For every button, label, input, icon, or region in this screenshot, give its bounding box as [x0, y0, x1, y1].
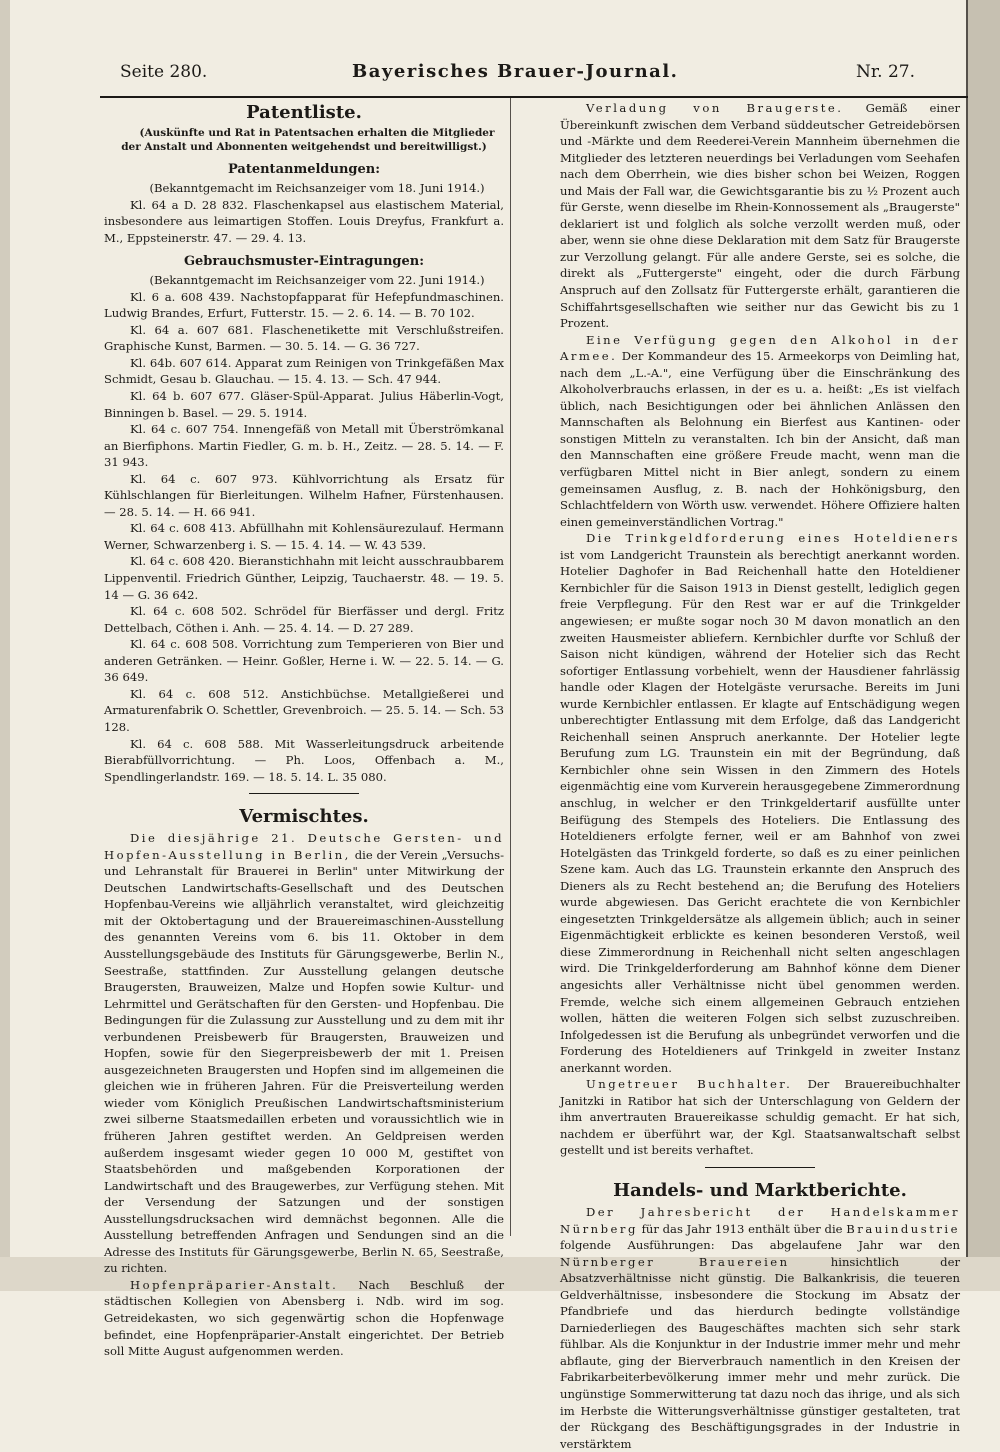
article-lead: Die Trinkgeldforderung eines Hoteldieners: [586, 531, 960, 546]
gebrauchsmuster-entry: Kl. 64 c. 608 502. Schrödel für Bierfässer und dergl. Fritz Dettelbach, Cöthen i. Anh. — 25. 4. 14. — D. 27 289.: [104, 604, 504, 635]
gebrauchsmuster-heading: Gebrauchsmuster-Eintragungen:: [183, 254, 425, 270]
journal-title: Bayerisches Brauer-Journal.: [352, 61, 679, 82]
patentliste-title: Patentliste.: [246, 102, 362, 123]
article-body: hinsichtlich der Absatzverhältnisse nicht günstig. Die Balkankrisis, die teueren Geldverhältnisse, insbesondere die Stockung im Absatz der Pfandbriefe und das hierdurch bedingte vollständige Darniederliegen des Baugeschäftes machten sich sehr stark fühlbar. Als die Konjunktur in der Industrie immer mehr und mehr abflaute, ging der Bierverbrauch namentlich in den Kreisen der Fabrikarbeiterbevölkerung immer mehr und mehr zurück. Die ungünstige Sommerwitterung tat dazu noch das ihrige, und als sich im Herbste die Witterungsverhältnisse günstiger gestalteten, trat der Rückgang des Beschäftigungsgrades in der Industrie in verstärktem: [560, 1254, 961, 1451]
article-jahresbericht: [560, 1204, 960, 1452]
article-lead: Eine Verfügung gegen den Alkohol in der Armee.: [560, 332, 960, 364]
article-lead: Brauindustrie: [846, 1221, 960, 1236]
gebrauchsmuster-entry: Kl. 64 c. 608 512. Anstichbüchse. Metallgießerei und Armaturenfabrik O. Schettler, Grevenbroich. — 25. 5. 14. — Sch. 53 128.: [104, 686, 504, 734]
article-body: Gemäß einer Übereinkunft zwischen dem Verband süddeutscher Getreidebörsen und -Märkte und dem Reederei-Verein Mannheim übernehmen die Mitglieder des letzteren neuerdings bei Verladungen vom Seehafen nach dem Oberrhein, wie dies bisher schon bei Weizen, Roggen und Mais der Fall war, die Gewichtsgarantie bis zu ½ Prozent auch für Gerste, wenn dieselbe im Rhein-Konnossement als „Braugerste" deklariert ist und folglich als solche verzollt werden muß, oder aber, wenn sie ohne diese Deklaration mit dem Satz für Braugerste zur Verzollung gelangt. Für alle andere Gerste, sei es solche, die direkt als „Futtergerste" eingeht, oder die durch Färbung Anspruch auf den Zollsatz für Futtergerste erhält, garantieren die Schiffahrtsgesellschaften wie seither nur das Gewicht bis zu 1 Prozent.: [560, 101, 960, 331]
section-divider: [249, 793, 359, 794]
article-alkohol-armee: [560, 332, 960, 531]
column-divider: [510, 98, 511, 1236]
article-body: die der Verein „Versuchs- und Lehranstalt für Brauerei in Berlin" unter Mitwirkung der Deutschen Landwirtschafts-Gesellschaft und des Deutschen Hopfenbau-Vereins wie alljährlich veranstaltet, wird gleichzeitig mit der Oktobertagung und der Brauereimaschinen-Ausstellung des genannten Vereins vom 6. bis 11. Oktober in dem Ausstellungsgebäude des Instituts für Gärungsgewerbe, Berlin N., Seestraße, stattfinden. Zur Ausstellung gelangen deutsche Braugersten, Brauweizen, Malze und Hopfen sowie Kultur- und Lehrmittel und Gerätschaften für den Gersten- und Hopfenbau. Die Bedingungen für die Zulassung zur Ausstellung und zu dem mit ihr verbundenen Preisbewerb für Braugersten, Brauweizen und Hopfen, sowie für den Siegerpreisbewerb der mit 1. Preisen ausgezeichneten Braugersten und Hopfen sind im allgemeinen die gleichen wie in früheren Jahren. Für die Preisverteilung werden wieder vom Königlich Preußischen Landwirtschaftsministerium zwei silberne Staatsmedaillen erbeten und voraussichtlich wie in früheren Jahren gestiftet werden. An Geldpreisen werden außerdem insgesamt wieder gegen 10 000 M, gestiftet von Staatsbehörden und maßgebenden Korporationen der Landwirtschaft und des Braugewerbes, zur Verfügung stehen. Mit der Versendung der Satzungen und der sonstigen Ausstellungsdrucksachen wird demnächst begonnen. Alle die Ausstellung betreffenden Anfragen und Sendungen sind an die Adresse des Instituts für Gärungsgewerbe, Berlin N. 65, Seestraße, zu richten.: [104, 847, 505, 1276]
gebrauchsmuster-note: (Bekanntgemacht im Reichsanzeiger vom 22. Juni 1914.): [149, 273, 485, 288]
article-ausstellung: [104, 830, 504, 1277]
article-lead: Die diesjährige 21. Deutsche Gersten- und Hopfen-Ausstellung in Berlin,: [104, 831, 504, 862]
issue-number: Nr. 27.: [856, 62, 915, 82]
gebrauchsmuster-entry: Kl. 64 c. 608 413. Abfüllhahn mit Kohlensäurezulauf. Hermann Werner, Schwarzenberg i. S. — 15. 4. 14. — W. 43 539.: [104, 521, 504, 552]
article-body: Der Kommandeur des 15. Armeekorps von Deimling hat, nach dem „L.-A.", eine Verfügung über die Einschränkung des Alkoholverbrauchs erlassen, in der es u. a. heißt: „Es ist vielfach üblich, nach Besichtigungen oder bei ähnlichen Anlässen den Mannschaften als Belohnung ein Bierfest aus Kantinen- oder sonstigen Mitteln zu veranstalten. Ich bin der Ansicht, daß man den Mannschaften eine größere Freude macht, wenn man die verfügbaren Mittel nicht in Bier anlegt, sondern zu einem gemeinsamen Ausflug, z. B. nach der Hohkönigsburg, den Schlachtfeldern von Wörth usw. verwendet. Höhere Offiziere halten einen gemeinverständlichen Vortrag.": [560, 349, 960, 529]
left-column: [104, 100, 504, 1360]
page-number-label: Seite 280.: [120, 62, 208, 82]
article-lead: Ungetreuer Buchhalter.: [586, 1077, 793, 1092]
article-braugerste: [560, 100, 960, 332]
vermischtes-title: Vermischtes.: [239, 806, 369, 828]
gebrauchsmuster-entry: Kl. 64 c. 607 973. Kühlvorrichtung als Ersatz für Kühlschlangen für Bierleitungen. Wilhelm Hafner, Fürstenhausen. — 28. 5. 14. — H. 66 941.: [104, 471, 504, 519]
article-lead: Der Jahresbericht der Handelskammer Nürnberg: [560, 1205, 960, 1236]
gebrauchsmuster-entry: Kl. 64 c. 608 420. Bieranstichhahn mit leicht ausschraubbarem Lippenventil. Friedrich Günther, Leipzig, Tauchaerstr. 48. — 19. 5. 14 — G. 36 642.: [104, 554, 504, 602]
gebrauchsmuster-entry: Kl. 64 c. 607 754. Innengefäß von Metall mit Überströmkanal an Bierfiphons. Martin Fiedler, G. m. b. H., Zeitz. — 28. 5. 14. — F. 31 943.: [104, 422, 504, 470]
article-lead: Verladung von Braugerste.: [586, 101, 844, 115]
gebrauchsmuster-entry: Kl. 64 a. 607 681. Flaschenetikette mit Verschlußstreifen. Graphische Kunst, Barmen. — 30. 5. 14. — G. 36 727.: [104, 322, 504, 354]
header-rule: [100, 96, 968, 98]
page-binding-edge: [968, 0, 1000, 1291]
patentanmeldungen-note: (Bekanntgemacht im Reichsanzeiger vom 18. Juni 1914.): [149, 181, 485, 195]
page-left-edge: [0, 0, 10, 1291]
section-divider: [705, 1167, 815, 1168]
article-lead: Hopfenpräparier-Anstalt.: [130, 1277, 339, 1292]
article-body: folgende Ausführungen: Das abgelaufene Jahr war den: [560, 1238, 960, 1253]
article-body: ist vom Landgericht Traunstein als berechtigt anerkannt worden. Hotelier Daghofer in Bad Reichenhall hatte den Hoteldiener Kernbichler für die Saison 1913 in Dienst gestellt, lediglich gegen freie Verpflegung. Für den Rest war er auf die Trinkgelder angewiesen; er mußte sogar noch 30 M davon monatlich an den zweiten Hausmeister abliefern. Kernbichler durfte vor Schluß der Saison nicht kündigen, während der Hotelier sich das Recht sofortiger Entlassung vorbehielt, wenn der Hausdiener fahrlässig handle oder Klagen der Hotelgäste verursache. Bereits im Juni wurde Kernbichler entlassen. Er klagte auf Entschädigung wegen unberechtigter Entlassung mit dem Erfolge, daß das Landgericht Reichenhall seinen Anspruch anerkannte. Der Hotelier legte Berufung zum LG. Traunstein ein mit der Begründung, daß Kernbichler ohne sein Wissen in den Zimmern des Hotels eigenmächtig eine vom Kurverein herausgegebene Zimmerordnung anschlug, in welcher er den Trinkgeldertarif ausfüllte unter Beifügung des Stempels des Hoteliers. Die Entlassung des Hoteldieners erfolgte ferner, weil er am Bahnhof von zwei Hotelgästen das Trinkgeld forderte, so daß es zu einer peinlichen Szene kam. Auch das LG. Traunstein erkannte den Anspruch des Dieners als zu Recht bestehend an; die Berufung des Hoteliers wurde abgewiesen. Das Gericht erachtete die von Kernbichler eingesetzten Trinkgeldersätze als allgemein üblich; auch in seiner Eigenmächtigkeit erblickte es keinen besonderen Verstoß, weil diese Zimmerordnung in Reichenhall nicht selten angeschlagen wird. Die Trinkgelderforderung am Bahnhof könne dem Diener angesichts aller Verhältnisse nicht übel genommen werden. Fremde, welche sich einem allgemeinen Gebrauch entziehen wollen, hätten die weiteren Folgen sich selbst zuzuschreiben. Infolgedessen ist die Berufung als unbegründet verworfen und die Forderung des Hoteldieners auf Trinkgeld in zweiter Instanz anerkannt worden.: [560, 547, 960, 1075]
right-column: [560, 100, 960, 1452]
article-body: Nach Beschluß der städtischen Kollegien von Abensberg i. Ndb. wird im sog. Getreidekasten, wo sich gegenwärtig schon die Hopfenwage befindet, eine Hopfenpräparier-Anstalt eingerichtet. Der Betrieb soll Mitte August aufgenommen werden.: [104, 1277, 504, 1359]
article-trinkgeld: [560, 530, 960, 1076]
article-lead: Nürnberger Brauereien: [560, 1254, 790, 1269]
article-buchhalter: [560, 1076, 960, 1159]
gebrauchsmuster-entry: Kl. 64 c. 608 508. Vorrichtung zum Temperieren von Bier und anderen Getränken. — Heinr. Goßler, Herne i. W. — 22. 5. 14. — G. 36 649.: [104, 637, 504, 685]
gebrauchsmuster-entry: Kl. 6 a. 608 439. Nachstopfapparat für Hefepfundmaschinen. Ludwig Brandes, Erfurt, Futterstr. 15. — 2. 6. 14. — B. 70 102.: [104, 289, 504, 321]
gebrauchsmuster-entry: Kl. 64 c. 608 588. Mit Wasserleitungsdruck arbeitende Bierabfüllvorrichtung. — Ph. Loos, Offenbach a. M., Spendlingerlandstr. 169. — 18. 5. 14. L. 35 080.: [104, 736, 504, 784]
patentanmeldungen-heading: Patentanmeldungen:: [227, 162, 381, 177]
handel-title: Handels- und Marktberichte.: [613, 1180, 907, 1201]
patent-entry: Kl. 64 a D. 28 832. Flaschenkapsel aus elastischem Material, insbesondere aus leimartigen Stoffen. Louis Dreyfus, Frankfurt a. M., Eppsteinerstr. 47. — 29. 4. 13.: [104, 197, 504, 245]
patentliste-subtitle: (Auskünfte und Rat in Patentsachen erhalten die Mitglieder der Anstalt und Abonnenten weitgehendst und bereitwilligst.): [121, 127, 495, 153]
article-body: Der Brauereibuchhalter Janitzki in Ratibor hat sich der Unterschlagung von Geldern der ihm anvertrauten Brauereikasse schuldig gemacht. Er hat sich, nachdem er überführt war, der Kgl. Staatsanwaltschaft selbst gestellt und ist bereits verhaftet.: [560, 1077, 960, 1158]
gebrauchsmuster-entry: Kl. 64 b. 607 677. Gläser-Spül-Apparat. Julius Häberlin-Vogt, Binningen b. Basel. — 29. 5. 1914.: [104, 389, 504, 420]
article-body: für das Jahr 1913 enthält über die: [641, 1221, 843, 1236]
gebrauchsmuster-entry: Kl. 64b. 607 614. Apparat zum Reinigen von Trinkgefäßen Max Schmidt, Gesau b. Glauchau. — 15. 4. 13. — Sch. 47 944.: [104, 355, 504, 387]
article-hopfenpraeparier: [104, 1277, 504, 1360]
